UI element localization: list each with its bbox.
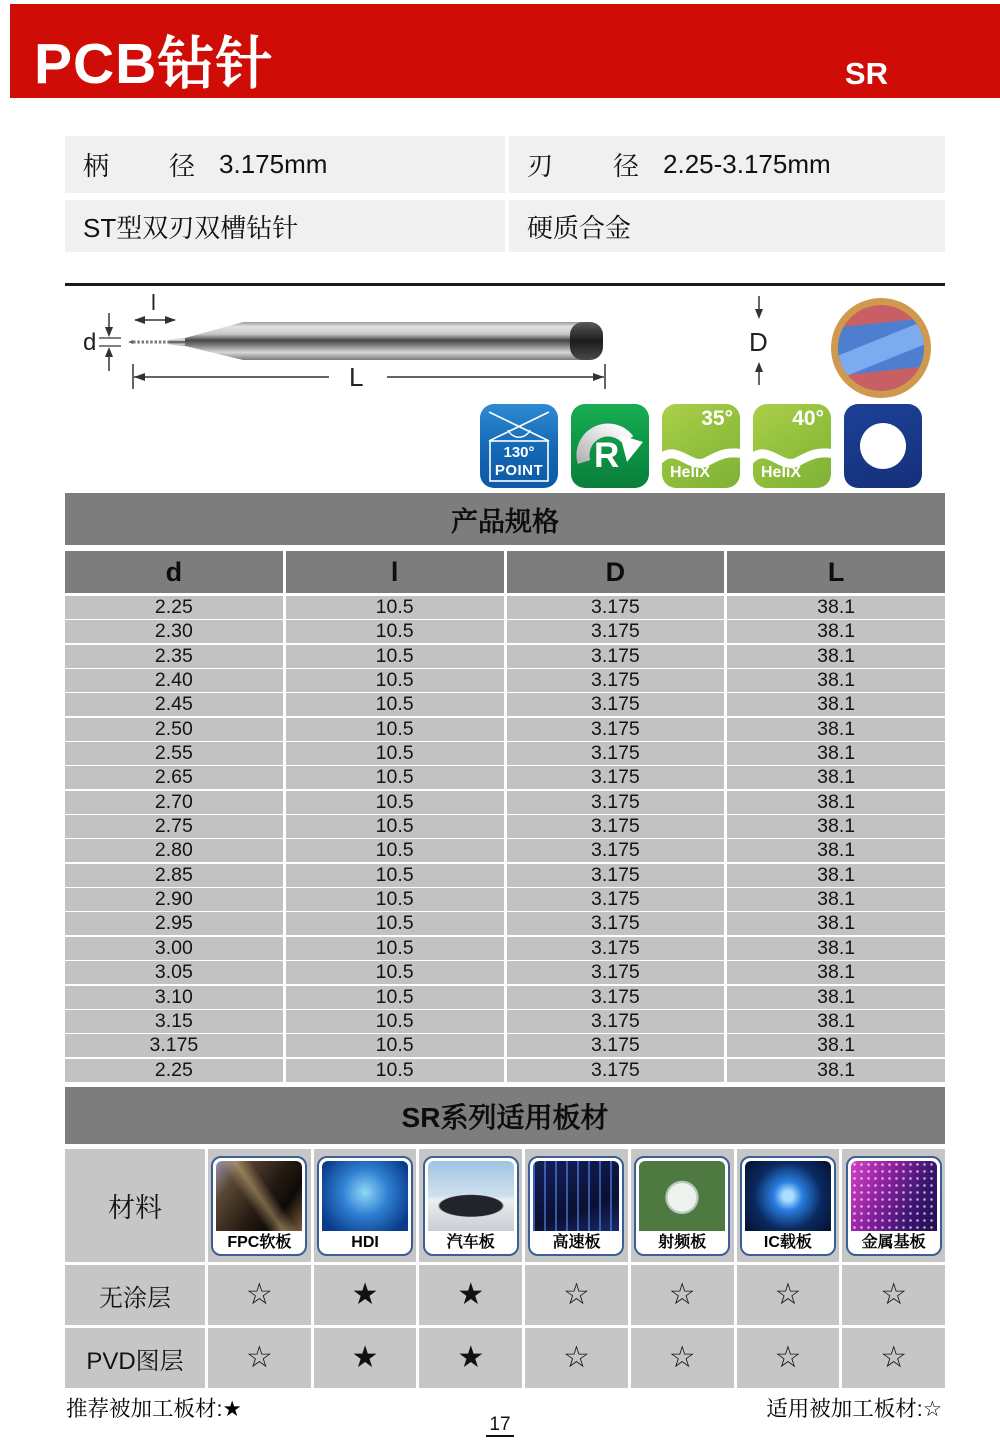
table-cell: 2.70 (65, 791, 283, 814)
radius-letter: R (594, 436, 620, 475)
product-table-title: 产品规格 (65, 493, 945, 545)
table-cell: 3.175 (507, 839, 725, 862)
table-cell: 10.5 (286, 669, 504, 692)
table-cell: 38.1 (727, 1010, 945, 1033)
point-angle-badge (480, 404, 558, 488)
table-cell: 3.175 (507, 791, 725, 814)
table-cell: 10.5 (286, 864, 504, 887)
table-row (65, 986, 945, 1008)
table-cell: 2.45 (65, 693, 283, 716)
page-title: PCB钻针 (34, 32, 274, 96)
outline-star-icon: ☆ (880, 1278, 908, 1311)
spec-material: 硬质合金 (509, 200, 945, 252)
flute-cross-section-logo (829, 298, 934, 398)
table-row (65, 839, 945, 861)
outline-star-icon: ☆ (880, 1341, 908, 1374)
table-row (65, 742, 945, 764)
material-label: FPC软板 (227, 1233, 292, 1251)
rating-cell (314, 1328, 417, 1388)
table-cell: 38.1 (727, 839, 945, 862)
table-cell: 38.1 (727, 693, 945, 716)
material-label: HDI (351, 1233, 379, 1251)
spec-label: 径 (613, 151, 640, 181)
filled-star-icon: ★ (457, 1278, 485, 1311)
spec-value: 2.25-3.175mm (663, 149, 831, 179)
rating-cell (525, 1265, 628, 1325)
material-card-ic (740, 1156, 836, 1256)
point-angle-value: 130° (503, 444, 535, 461)
materials-row-label: 材料 (65, 1149, 205, 1262)
table-cell: 10.5 (286, 791, 504, 814)
table-cell: 3.175 (507, 888, 725, 911)
material-cell (842, 1149, 945, 1262)
helix-angle: 40° (792, 407, 824, 430)
table-cell: 2.75 (65, 815, 283, 838)
material-label: 射频板 (658, 1233, 707, 1251)
material-cell (631, 1149, 734, 1262)
spec-shank-diameter (65, 136, 505, 193)
table-row (65, 888, 945, 910)
rating-row-label: 无涂层 (65, 1265, 205, 1325)
table-cell: 10.5 (286, 1010, 504, 1033)
table-cell: 3.175 (507, 815, 725, 838)
table-row (65, 864, 945, 886)
material-cell (314, 1149, 417, 1262)
table-cell: 10.5 (286, 693, 504, 716)
outline-star-icon: ☆ (774, 1278, 802, 1311)
series-label: SR (844, 56, 888, 91)
table-cell: 38.1 (727, 791, 945, 814)
materials-grid (65, 1149, 945, 1388)
feature-badges (480, 404, 922, 488)
table-cell: 10.5 (286, 912, 504, 935)
rating-row-label: PVD图层 (65, 1328, 205, 1388)
dim-l-label: l (151, 293, 156, 315)
table-cell: 10.5 (286, 961, 504, 984)
table-cell: 10.5 (286, 766, 504, 789)
helix-35-badge (662, 404, 740, 488)
material-label: IC载板 (763, 1233, 812, 1251)
auto-photo (428, 1161, 514, 1231)
point-angle-caption: POINT (494, 462, 544, 479)
column-header-d: d (65, 551, 283, 593)
table-row (65, 961, 945, 983)
table-cell: 10.5 (286, 596, 504, 619)
spec-value: 3.175mm (219, 149, 328, 179)
table-cell: 2.50 (65, 718, 283, 741)
filled-star-icon: ★ (351, 1278, 379, 1311)
table-cell: 38.1 (727, 815, 945, 838)
table-cell: 2.25 (65, 596, 283, 619)
table-row (65, 791, 945, 813)
rating-cell (419, 1328, 522, 1388)
table-cell: 10.5 (286, 986, 504, 1009)
table-cell: 38.1 (727, 766, 945, 789)
table-cell: 38.1 (727, 1059, 945, 1082)
column-header-L: L (727, 551, 945, 593)
divider-line (65, 283, 945, 286)
table-cell: 2.55 (65, 742, 283, 765)
table-cell: 3.10 (65, 986, 283, 1009)
rating-cell (314, 1265, 417, 1325)
spec-label: 刃 (527, 151, 554, 181)
table-cell: 3.175 (507, 669, 725, 692)
table-cell: 38.1 (727, 937, 945, 960)
table-cell: 2.30 (65, 620, 283, 643)
spec-label: 柄 (83, 151, 110, 181)
table-cell: 3.175 (65, 1034, 283, 1057)
helix-caption: HeliX (670, 464, 711, 481)
material-cell (419, 1149, 522, 1262)
table-cell: 2.35 (65, 645, 283, 668)
table-row (65, 645, 945, 667)
material-card-metal (846, 1156, 942, 1256)
material-cell (737, 1149, 840, 1262)
highspeed-photo (533, 1161, 619, 1231)
material-cell (208, 1149, 311, 1262)
table-cell: 3.175 (507, 937, 725, 960)
rating-cell (842, 1265, 945, 1325)
ic-photo (745, 1161, 831, 1231)
table-cell: 2.40 (65, 669, 283, 692)
table-cell: 10.5 (286, 645, 504, 668)
table-cell: 10.5 (286, 888, 504, 911)
hdi-photo (322, 1161, 408, 1231)
rating-cell (208, 1265, 311, 1325)
rating-cell (208, 1328, 311, 1388)
table-cell: 3.175 (507, 961, 725, 984)
outline-star-icon: ☆ (668, 1341, 696, 1374)
table-cell: 38.1 (727, 718, 945, 741)
dim-d-label: d (83, 329, 97, 356)
rating-cell (737, 1265, 840, 1325)
table-cell: 38.1 (727, 912, 945, 935)
table-cell: 3.175 (507, 1010, 725, 1033)
rating-cell (737, 1328, 840, 1388)
table-cell: 10.5 (286, 815, 504, 838)
drill-bit-illustration (128, 322, 603, 360)
page-header (10, 4, 1000, 98)
table-cell: 2.85 (65, 864, 283, 887)
applicable-legend: 适用被加工板材:☆ (766, 1397, 942, 1421)
outline-star-icon: ☆ (245, 1278, 273, 1311)
table-cell: 38.1 (727, 669, 945, 692)
rf-photo (639, 1161, 725, 1231)
filled-star-icon: ★ (351, 1341, 379, 1374)
table-cell: 38.1 (727, 645, 945, 668)
table-cell: 38.1 (727, 620, 945, 643)
column-header-l: l (286, 551, 504, 593)
table-row (65, 815, 945, 837)
table-row (65, 669, 945, 691)
material-label: 高速板 (552, 1233, 601, 1251)
table-cell: 38.1 (727, 961, 945, 984)
rating-cell (419, 1265, 522, 1325)
ring-badge (844, 404, 922, 488)
material-label: 金属基板 (861, 1233, 926, 1251)
table-cell: 3.175 (507, 645, 725, 668)
table-row (65, 596, 945, 618)
table-cell: 10.5 (286, 718, 504, 741)
table-cell: 3.175 (507, 912, 725, 935)
table-cell: 2.25 (65, 1059, 283, 1082)
table-cell: 2.95 (65, 912, 283, 935)
table-row (65, 620, 945, 642)
material-card-fpc (211, 1156, 307, 1256)
table-cell: 3.175 (507, 742, 725, 765)
table-cell: 38.1 (727, 986, 945, 1009)
material-card-hdi (317, 1156, 413, 1256)
table-cell: 38.1 (727, 888, 945, 911)
table-row (65, 718, 945, 740)
table-cell: 3.175 (507, 766, 725, 789)
outline-star-icon: ☆ (245, 1341, 273, 1374)
table-cell: 3.15 (65, 1010, 283, 1033)
material-cell (525, 1149, 628, 1262)
rating-cell (631, 1328, 734, 1388)
radius-badge (571, 404, 649, 488)
table-cell: 38.1 (727, 864, 945, 887)
table-cell: 38.1 (727, 596, 945, 619)
material-card-rf (634, 1156, 730, 1256)
table-row (65, 912, 945, 934)
recommended-legend: 推荐被加工板材:★ (66, 1397, 242, 1421)
helix-40-badge (753, 404, 831, 488)
material-label: 汽车板 (446, 1233, 495, 1251)
column-header-D: D (507, 551, 725, 593)
helix-angle: 35° (701, 407, 733, 430)
dim-L-label: L (349, 362, 364, 392)
table-cell: 3.00 (65, 937, 283, 960)
spec-blade-diameter (509, 136, 945, 193)
table-cell: 10.5 (286, 937, 504, 960)
table-cell: 10.5 (286, 839, 504, 862)
ring-icon (860, 423, 906, 469)
helix-caption: HeliX (761, 464, 802, 481)
table-cell: 3.175 (507, 986, 725, 1009)
drill-diagram (65, 293, 945, 408)
product-table-body (65, 596, 945, 1081)
filled-star-icon: ★ (457, 1341, 485, 1374)
table-cell: 3.175 (507, 693, 725, 716)
rating-cell (842, 1328, 945, 1388)
outline-star-icon: ☆ (774, 1341, 802, 1374)
spec-drill-type: ST型双刃双槽钻针 (65, 200, 505, 252)
spec-label: 径 (169, 151, 196, 181)
table-row (65, 1059, 945, 1081)
table-cell: 10.5 (286, 1059, 504, 1082)
table-cell: 10.5 (286, 742, 504, 765)
table-row (65, 766, 945, 788)
table-cell: 3.175 (507, 718, 725, 741)
metal-photo (851, 1161, 937, 1231)
material-card-highspeed (528, 1156, 624, 1256)
outline-star-icon: ☆ (563, 1278, 590, 1311)
table-row (65, 1034, 945, 1056)
table-cell: 2.90 (65, 888, 283, 911)
table-cell: 3.175 (507, 864, 725, 887)
table-cell: 3.175 (507, 620, 725, 643)
table-cell: 3.05 (65, 961, 283, 984)
materials-section-title: SR系列适用板材 (65, 1087, 945, 1144)
outline-star-icon: ☆ (563, 1341, 590, 1374)
table-cell: 2.80 (65, 839, 283, 862)
rating-cell (525, 1328, 628, 1388)
table-cell: 38.1 (727, 742, 945, 765)
dim-D-label: D (749, 327, 768, 357)
page-number: 17 (0, 1414, 1000, 1436)
table-cell: 10.5 (286, 1034, 504, 1057)
table-cell: 3.175 (507, 1059, 725, 1082)
table-row (65, 693, 945, 715)
table-cell: 3.175 (507, 1034, 725, 1057)
table-cell: 38.1 (727, 1034, 945, 1057)
fpc-photo (216, 1161, 302, 1231)
rating-cell (631, 1265, 734, 1325)
table-cell: 10.5 (286, 620, 504, 643)
material-card-auto (423, 1156, 519, 1256)
product-table-header (65, 551, 945, 593)
table-cell: 3.175 (507, 596, 725, 619)
table-cell: 2.65 (65, 766, 283, 789)
table-row (65, 937, 945, 959)
table-row (65, 1010, 945, 1032)
spec-summary (65, 136, 945, 252)
outline-star-icon: ☆ (668, 1278, 696, 1311)
